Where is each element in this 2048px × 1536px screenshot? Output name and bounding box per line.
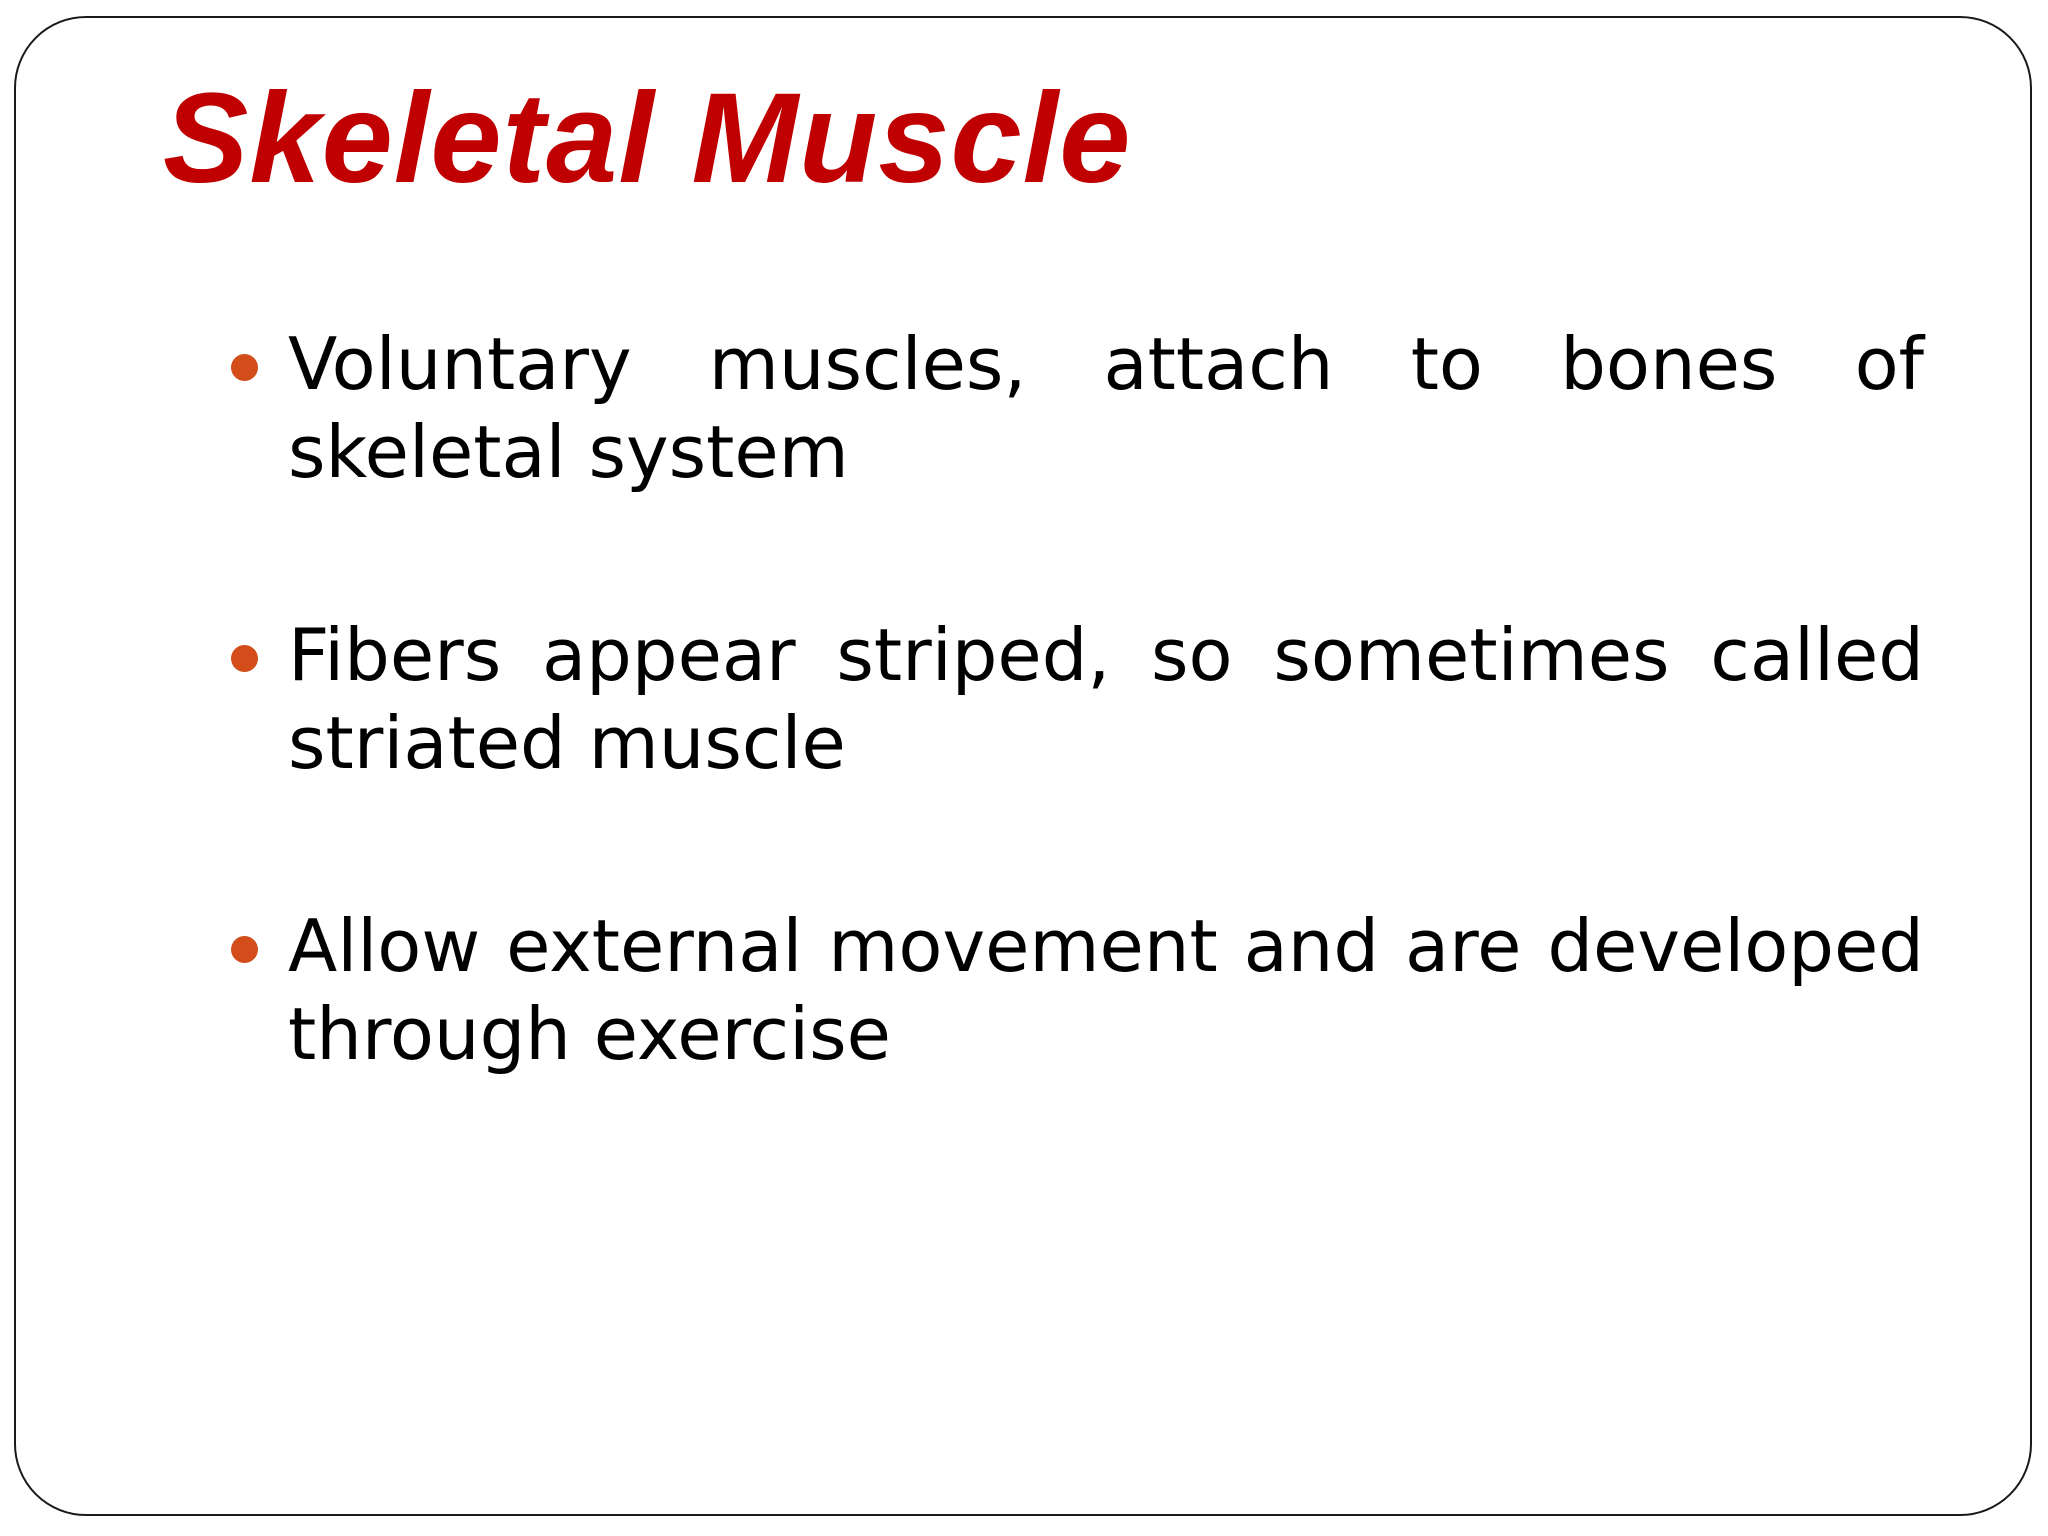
bullet-dot-icon (231, 354, 258, 381)
bullet-text: Allow external movement and are developed through exercise (288, 904, 1924, 1076)
bullet-item (288, 320, 1924, 496)
bullet-item (288, 611, 1924, 787)
slide-title: Skeletal Muscle (163, 67, 1132, 210)
bullet-text: Voluntary muscles, attach to bones of skeletal system (288, 322, 1924, 494)
bullet-text: Fibers appear striped, so sometimes called striated muscle (288, 613, 1924, 785)
bullet-dot-icon (231, 936, 258, 963)
bullet-list (288, 320, 1924, 1193)
bullet-dot-icon (231, 645, 258, 672)
bullet-item (288, 902, 1924, 1078)
